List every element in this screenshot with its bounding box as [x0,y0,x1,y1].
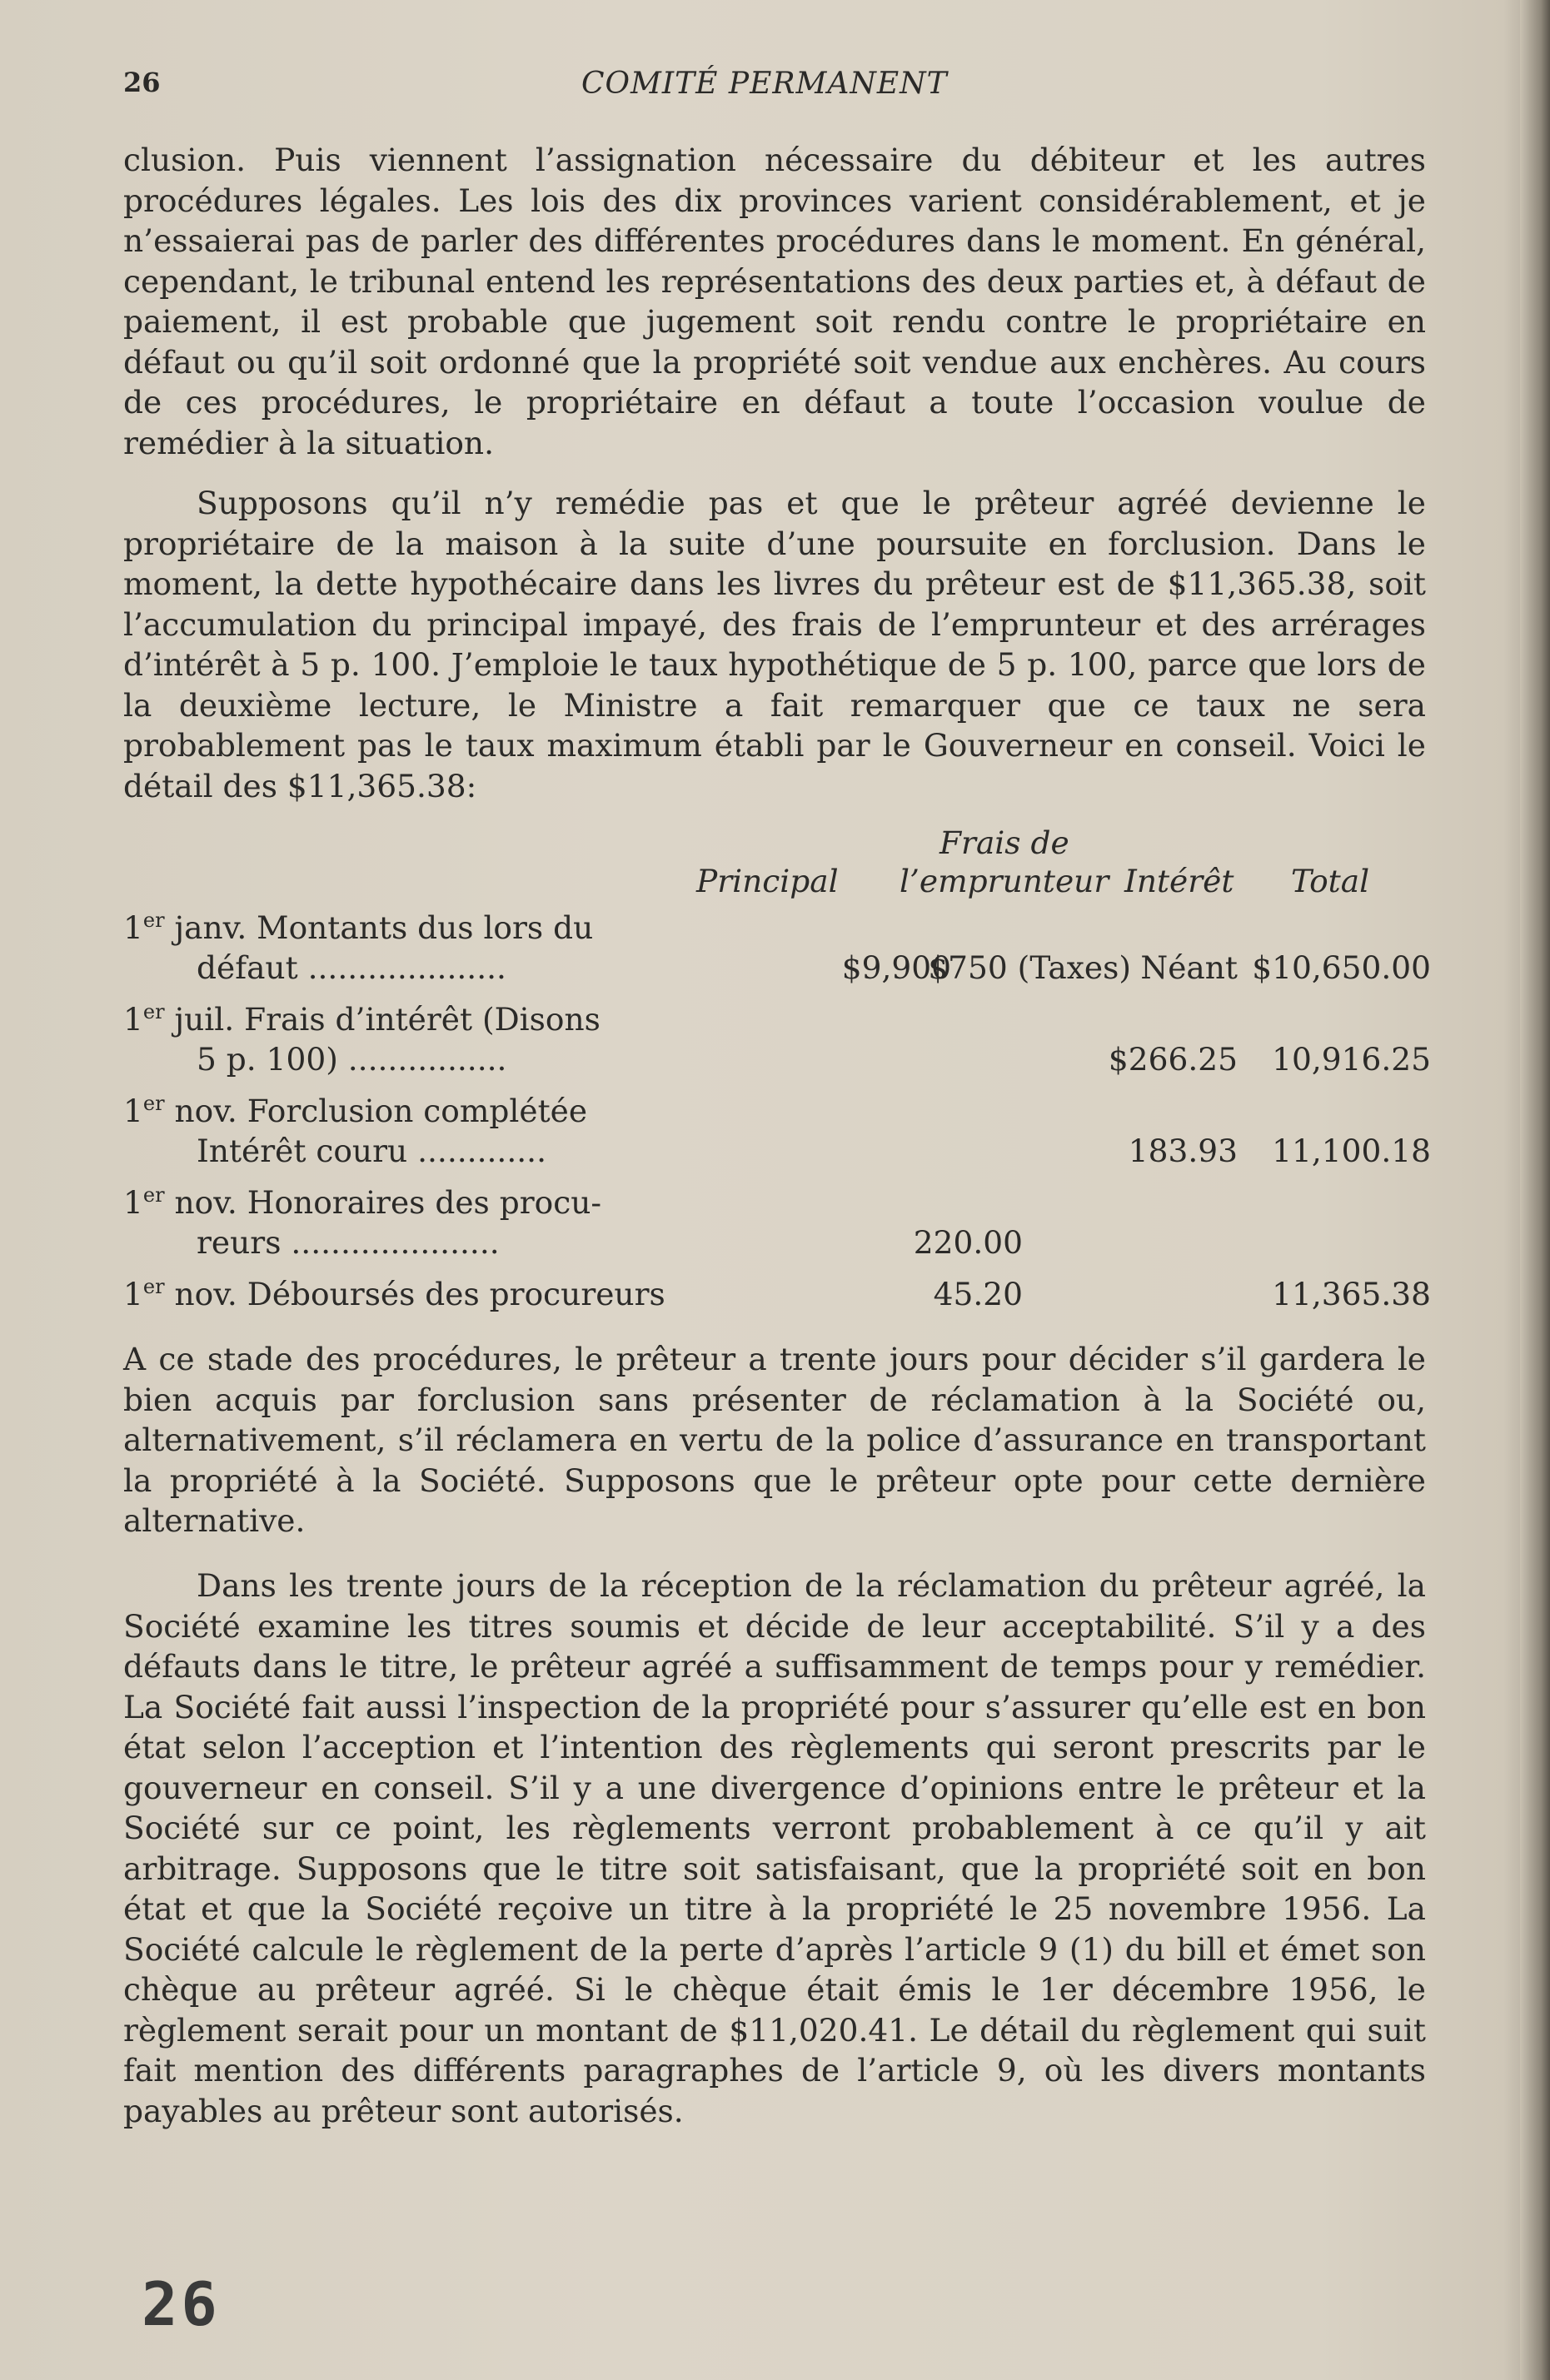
paragraph-1 [123,140,1426,463]
paragraph-4 [123,1339,1426,1541]
cell-interet: 183.93 [1128,1133,1238,1169]
cell-principal: $9,900 [841,949,951,986]
row-label-line2: 5 p. 100) ................ [197,1041,507,1078]
row-label-line1: 1er janv. Montants dus lors du [123,909,594,946]
page-stamp-number: 26 [142,2269,221,2339]
cell-interet: Néant [1140,949,1238,986]
cell-frais: $750 (Taxes) [928,949,1131,986]
row-label-line1: 1er nov. Honoraires des procu- [123,1183,602,1221]
header-principal: Principal [696,863,839,899]
header-frais-line1: Frais de [939,824,1069,861]
header-frais-line2: l’emprunteur [900,863,1109,899]
paragraph-5 [123,1566,1426,2131]
paragraph-text: Supposons qu’il n’y remédie pas et que le prêteur agréé devienne le propriétaire de la maison à la suite d’une poursuite en forclusion. Dans le moment, la dette hypothécaire dans les livres du prêteur est de $11,365.38, soit l’accumulation du principal impayé, des frais de l’emprunteur et des arrérages d’intérêt à 5 p. 100. J’emploie le taux hypothétique de 5 p. 100, parce que lors de la deuxième lecture, le Ministre a fait remarquer que ce taux ne sera probablement pas le taux maximum établi par le Gouverneur en conseil. Voici le détail des $11,365.38: [123,485,1426,804]
cell-total: 11,365.38 [1272,1276,1431,1312]
header-total: Total [1291,863,1370,899]
row-label-line2: Intérêt couru ............. [197,1133,547,1169]
cell-interet: $266.25 [1108,1041,1238,1078]
paragraph-text: A ce stade des procédures, le prêteur a trente jours pour décider s’il gardera le bien acquis par forclusion sans présenter de réclamation à la Société ou, alternativement, s’il réclamera en vertu de la police d’assurance en transportant la propriété à la Société. Supposons que le prêteur opte pour cette dernière alternative. [123,1341,1426,1539]
row-label-line1: 1er nov. Forclusion complétée [123,1092,588,1129]
cell-frais: 220.00 [913,1224,1023,1261]
paragraph-text: Dans les trente jours de la réception de la réclamation du prêteur agréé, la Société examine les titres soumis et décide de leur acceptabilité. S’il y a des défauts dans le titre, le prêteur agréé a suffisamment de temps pour y remédier. La Société fait aussi l’inspection de la propriété pour s’assurer qu’elle est en bon état selon l’acception et l’intention des règlements qui seront prescrits par le gouverneur en conseil. S’il y a une divergence d’opinions entre le prêteur et la Société sur ce point, les règlements verront probablement à ce qu’il y ait arbitrage. Supposons que le titre soit satisfaisant, que la propriété soit en bon état et que la Société reçoive un titre à la propriété le 25 novembre 1956. La Société calcule le règlement de la perte d’après l’article 9 (1) du bill et émet son chèque au prêteur agréé. Si le chèque était émis le 1er décembre 1956, le règlement serait pour un montant de $11,020.41. Le détail du règlement qui suit fait mention des différents paragraphes de l’article 9, où les divers montants payables au prêteur sont autorisés. [123,1567,1426,2129]
row-label-line1: 1er juil. Frais d’intérêt (Disons [123,1000,601,1038]
row-label-line2: défaut .................... [197,949,506,986]
cell-total: 10,916.25 [1272,1041,1431,1078]
cell-frais: 45.20 [933,1276,1023,1312]
page-number: 26 [123,67,161,98]
paragraph-text: clusion. Puis viennent l’assignation nécessaire du débiteur et les autres procédures légales. Les lois des dix provinces varient considérablement, et je n’essaierai pas de parler des différentes procédures dans le moment. En général, cependant, le tribunal entend les représentations des deux parties et, à défaut de paiement, il est probable que jugement soit rendu contre le propriétaire en défaut ou qu’il soit ordonné que la propriété soit vendue aux enchères. Au cours de ces procédures, le propriétaire en défaut a toute l’occasion voulue de remédier à la situation. [123,142,1426,461]
paragraph-2 [123,483,1426,806]
running-title: COMITÉ PERMANENT [581,67,948,101]
row-label-line1: 1er nov. Déboursés des procureurs [123,1275,665,1312]
header-interet: Intérêt [1124,863,1234,899]
row-label-line2: reurs ..................... [197,1224,500,1261]
cell-total: $10,650.00 [1252,949,1431,986]
cell-total: 11,100.18 [1272,1133,1431,1169]
page-header [123,67,1423,108]
page-edge-shadow [1520,0,1550,2380]
